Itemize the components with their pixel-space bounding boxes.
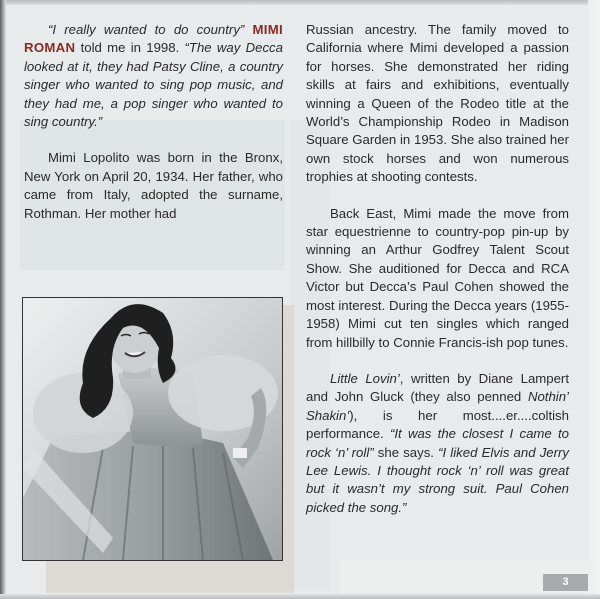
left-column bbox=[24, 21, 283, 241]
song-title: Little Lovin’ bbox=[330, 370, 400, 386]
artist-photo bbox=[22, 297, 283, 561]
portrait-illustration bbox=[23, 298, 282, 560]
right-column bbox=[306, 21, 569, 535]
scan-edge-top bbox=[0, 0, 600, 5]
song-paragraph bbox=[306, 370, 569, 517]
artist-name-last: ROMAN bbox=[24, 40, 76, 56]
biography-paragraph-continued: Russian ancestry. The family moved to California where Mimi developed a passion for horses. She demonstrated her riding skills at fairs and exhibitions, eventually winning a Queen of the Rodeo title at the World’s Championship Rodeo in Madison Square Garden in 1953. She also trained her own stock horses and won numerous trophies at shooting contests. bbox=[306, 22, 569, 185]
artist-name-first: MIMI bbox=[252, 22, 283, 37]
bracelet bbox=[233, 448, 247, 458]
scan-edge-right bbox=[588, 0, 600, 599]
intro-attribution: told me in 1998. bbox=[80, 40, 180, 56]
biography-paragraph: Mimi Lopolito was born in the Bronx, New York on April 20, 1934. Her father, who came from Italy, adopted the surname, Rothman. Her mother had bbox=[24, 150, 283, 221]
song-title-secondary: Nothin’ Shakin’ bbox=[306, 389, 569, 423]
intro-quote: “I really wanted to do country” bbox=[48, 22, 245, 37]
intro-quote-continued: “The way Decca looked at it, they had Patsy Cline, a country singer who wanted to sing pop music, and they had me, a pop singer who wanted to sing country.” bbox=[24, 40, 283, 130]
artist-quote: “It was the closest I came to rock ‘n’ roll” bbox=[306, 426, 569, 460]
song-text: , written by Diane Lampert and John Gluck (they also penned bbox=[306, 370, 569, 405]
page-number: 3 bbox=[543, 574, 588, 591]
scan-edge-bottom bbox=[0, 594, 600, 599]
song-text: she says. bbox=[373, 444, 439, 460]
photo-backdrop bbox=[282, 305, 294, 593]
intro-paragraph bbox=[24, 21, 283, 131]
background-tone bbox=[46, 560, 294, 593]
song-text: ), is her most....er....coltish performance. bbox=[306, 407, 569, 442]
artist-quote: “I liked Elvis and Jerry Lee Lewis. I thought rock ‘n’ roll was great but it wasn’t my strong suit. Paul Cohen picked the song.” bbox=[306, 444, 569, 515]
career-paragraph: Back East, Mimi made the move from star equestrienne to country-pop pin-up by winning an Arthur Godfrey Talent Scout Show. She auditioned for Decca and RCA Victor but Decca’s Paul Cohen showed the most interest. During the Decca years (1955-1958) Mimi cut ten singles which ranged from hillbilly to Connie Francis-ish pop tunes. bbox=[306, 205, 569, 350]
scan-edge-left bbox=[0, 0, 6, 599]
